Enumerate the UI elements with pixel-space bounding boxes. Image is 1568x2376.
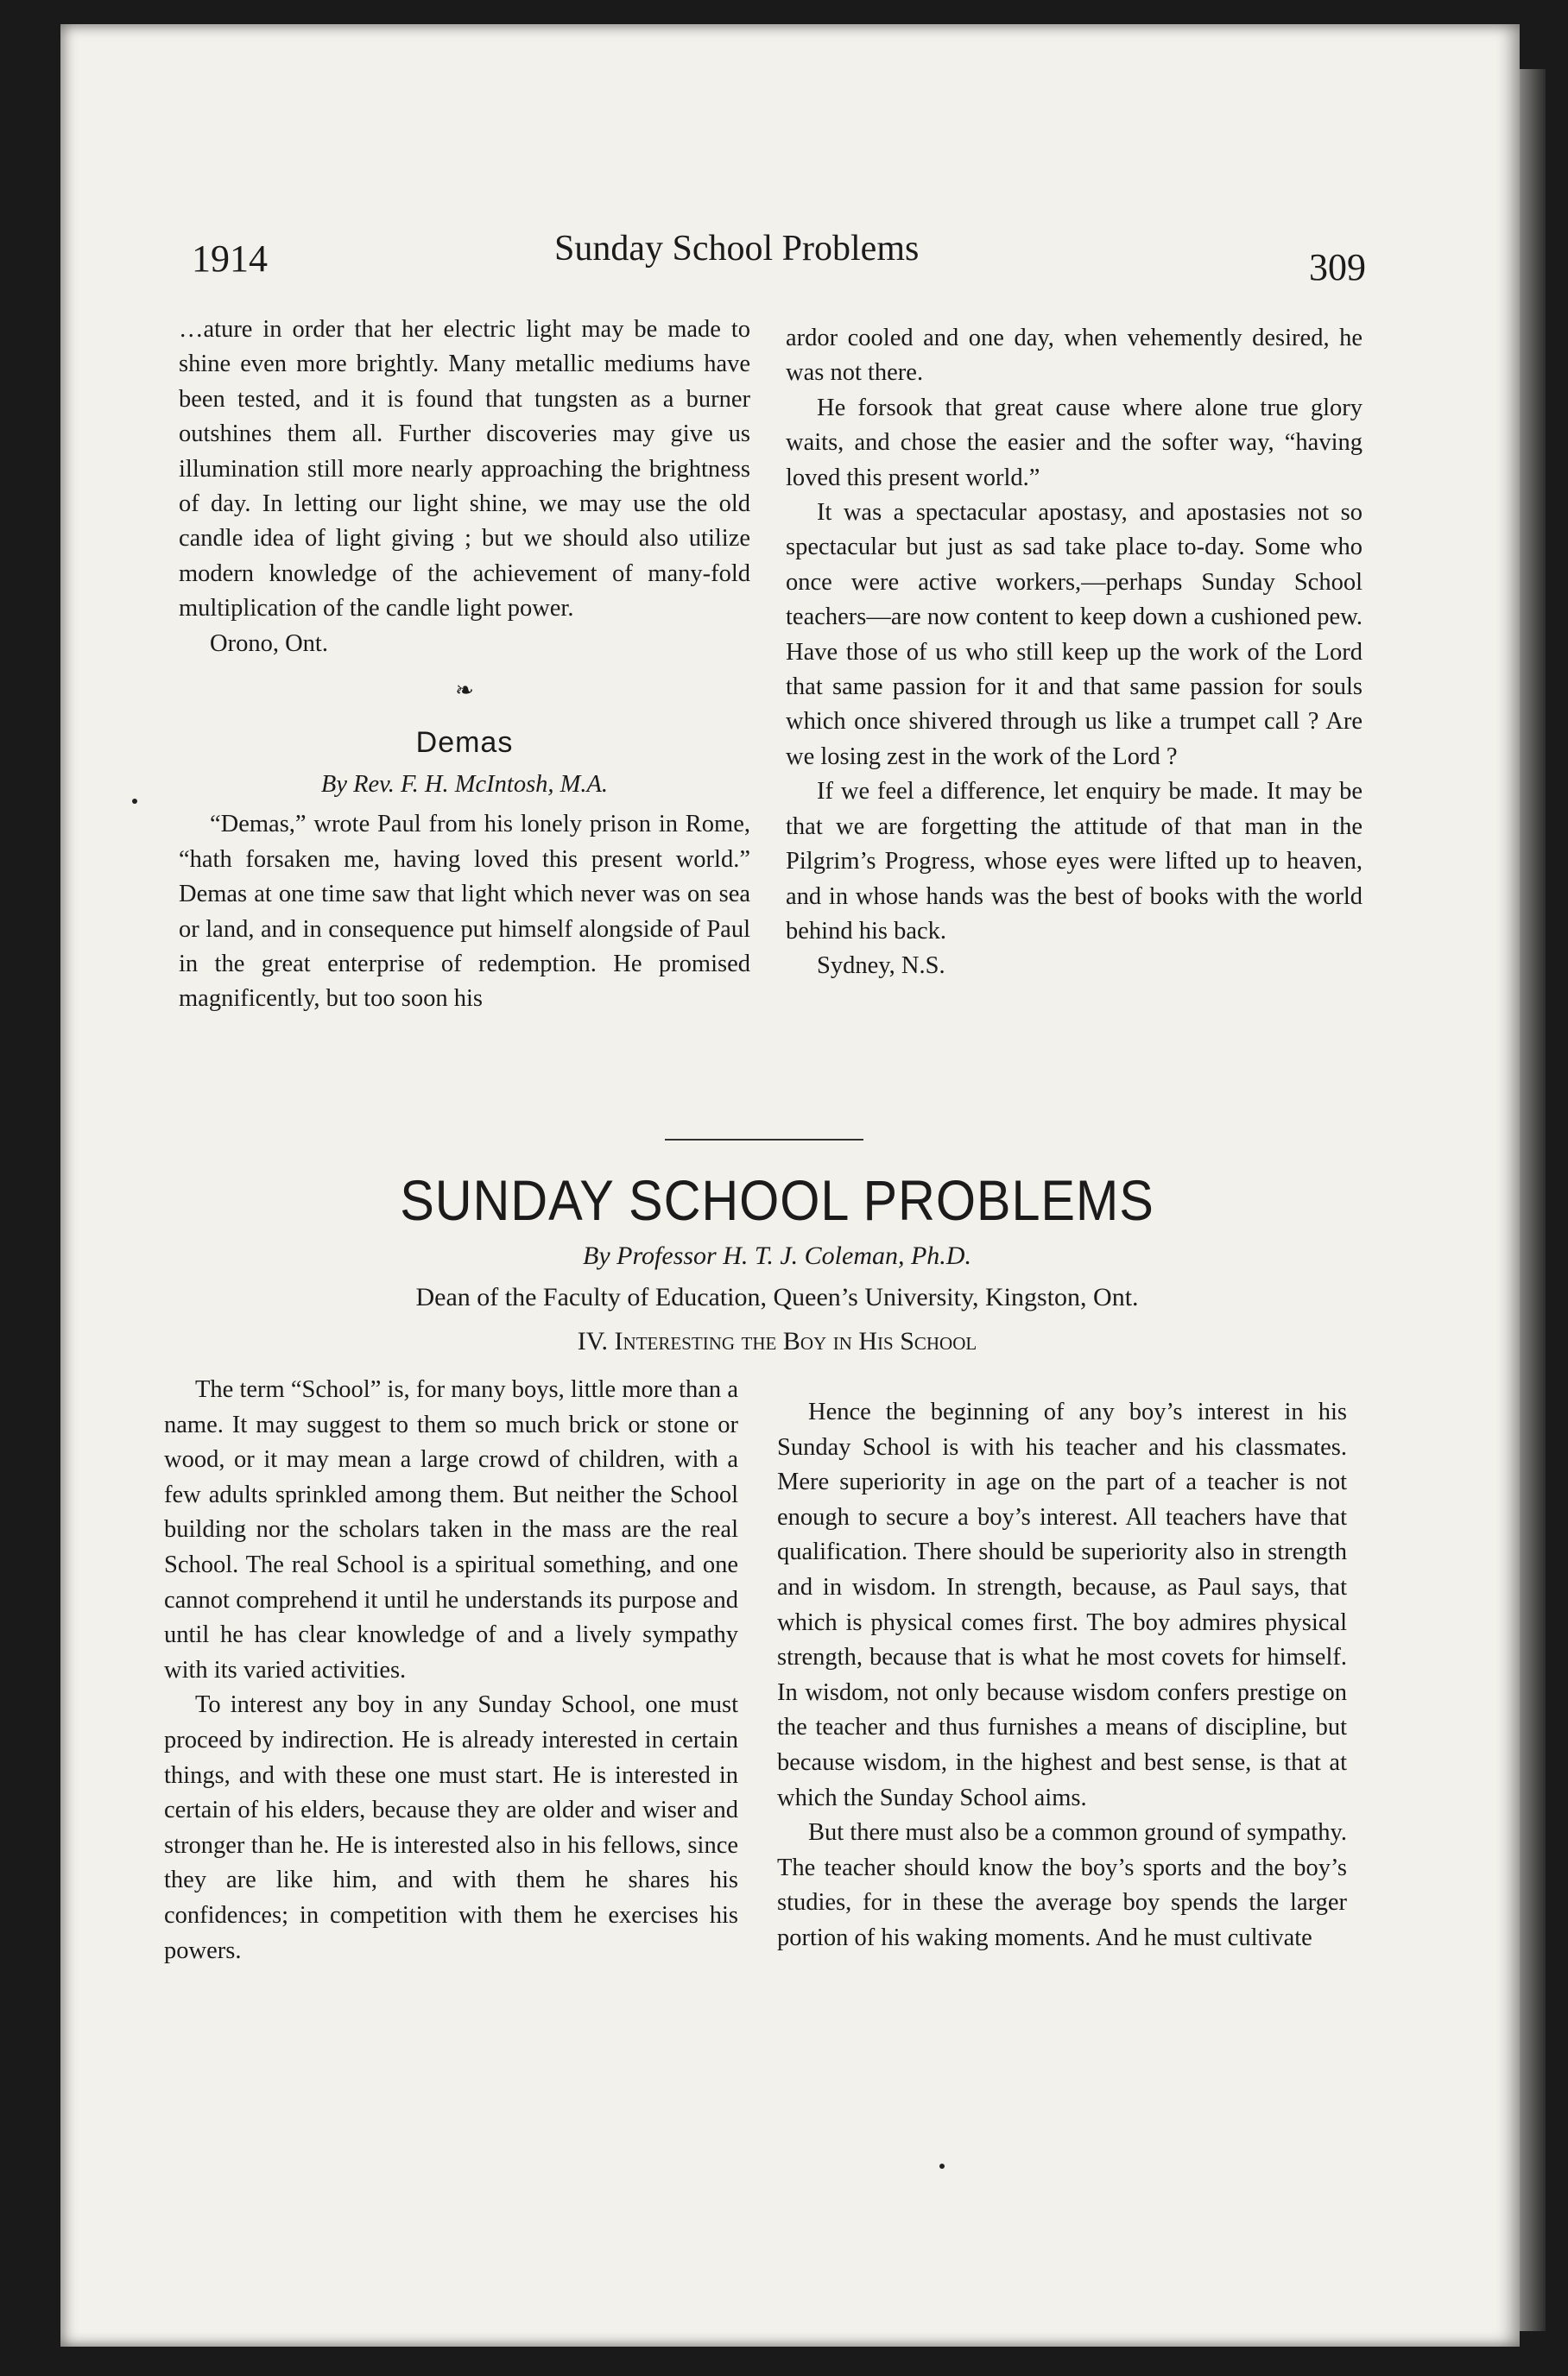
article-affiliation: Dean of the Faculty of Education, Queen’s University, Kingston, Ont. bbox=[415, 1283, 1139, 1311]
article-section-heading: IV. Interesting the Boy in His School bbox=[577, 1327, 977, 1355]
ornament-icon: ❧ bbox=[455, 678, 474, 704]
article-title-demas: Demas bbox=[415, 726, 514, 760]
paragraph: But there must also be a common ground of sympathy. The teacher should know the boy’s sports and the boy’s studies, for in these the average boy spends the larger portion of his waking moments. And he must cultivate bbox=[777, 1819, 1347, 1951]
running-head-title: Sunday School Problems bbox=[554, 229, 920, 269]
speck bbox=[132, 799, 137, 804]
running-head-year: 1914 bbox=[192, 237, 268, 280]
paragraph: To interest any boy in any Sunday School, one must proceed by indirection. He is already interested in certain things, and with these one must start. He is interested in certain of his elders, because they are older and wiser and stronger than he. He is interested also in his fellows, since they are like him, and with them he shares his confidences; in competition with them he exercises his powers. bbox=[164, 1691, 738, 1964]
column-top-right bbox=[786, 321, 1363, 984]
place-signoff: Orono, Ont. bbox=[210, 629, 328, 657]
article-author: By Professor H. T. J. Coleman, Ph.D. bbox=[583, 1242, 971, 1270]
paragraph: …ature in order that her electric light may be made to shine even more brightly. Many metallic mediums have been tested, and it is found that tungsten as a burner outshines them all. Further discoveries may give us illumination still more nearly approaching the brightness of day. In letting our light shine, we may use the old candle idea of light giving ; but we should also utilize modern knowledge of the achievement of many-fold multiplication of the candle light power. bbox=[179, 316, 750, 622]
paragraph: It was a spectacular apostasy, and apostasies not so spectacular but just as sad take place to-day. Some who once were active workers,—perhaps Sunday School teachers—are now content to keep down a cushioned pew. Have those of us who still keep up the work of the Lord that same passion for it and that same passion for souls which once shivered through us like a trumpet call ? Are we losing zest in the work of the Lord ? bbox=[786, 499, 1363, 770]
paragraph: He forsook that great cause where alone true glory waits, and chose the easier and the softer way, “having loved this present world.” bbox=[786, 394, 1363, 491]
paragraph: The term “School” is, for many boys, little more than a name. It may suggest to them so much brick or stone or wood, or it may mean a large crowd of children, with a few adults sprinkled among them. But neither the School building nor the scholars taken in the mass are the real School. The real School is a spiritual something, and one cannot comprehend it until he understands its purpose and until he has clear knowledge of and a lively sympathy with its varied activities. bbox=[164, 1376, 738, 1684]
section-divider bbox=[665, 1139, 863, 1141]
column-bottom-right bbox=[777, 1395, 1347, 1956]
paragraph: If we feel a difference, let enquiry be made. It may be that we are forgetting the attitude of that man in the Pilgrim’s Progress, whose eyes were lifted up to heaven, and in whose hands was the best of books with the world behind his back. bbox=[786, 778, 1363, 945]
place-signoff: Sydney, N.S. bbox=[817, 952, 945, 980]
article-byline-demas: By Rev. F. H. McIntosh, M.A. bbox=[320, 770, 609, 798]
column-top-left bbox=[179, 313, 750, 1017]
article-title-main: SUNDAY SCHOOL PROBLEMS bbox=[400, 1168, 1154, 1232]
paragraph: Hence the beginning of any boy’s interest in his Sunday School is with his teacher and his classmates. Mere superiority in age on the part of a teacher is not enough to secure a boy’s interest. All teachers have that qualification. There should be superiority also in strength and in wisdom. In strength, because, as Paul says, that which is physical comes first. The boy admires physical strength, because that is what he most covets for himself. In wisdom, not only because wisdom confers prestige on the teacher and thus furnishes a means of discipline, but because wisdom, in the highest and best sense, is that at which the Sunday School aims. bbox=[777, 1399, 1347, 1811]
paragraph: ardor cooled and one day, when vehemently desired, he was not there. bbox=[786, 325, 1363, 387]
speck bbox=[939, 2164, 945, 2169]
page-number: 309 bbox=[1309, 246, 1366, 288]
column-bottom-left bbox=[164, 1373, 738, 1968]
running-head bbox=[192, 226, 1366, 287]
paragraph: “Demas,” wrote Paul from his lonely prison in Rome, “hath forsaken me, having loved this present world.” Demas at one time saw that light which never was on sea or land, and in consequence put himself alongside of Paul in the great enterprise of redemption. He promised magnificently, but too soon his bbox=[179, 811, 750, 1013]
